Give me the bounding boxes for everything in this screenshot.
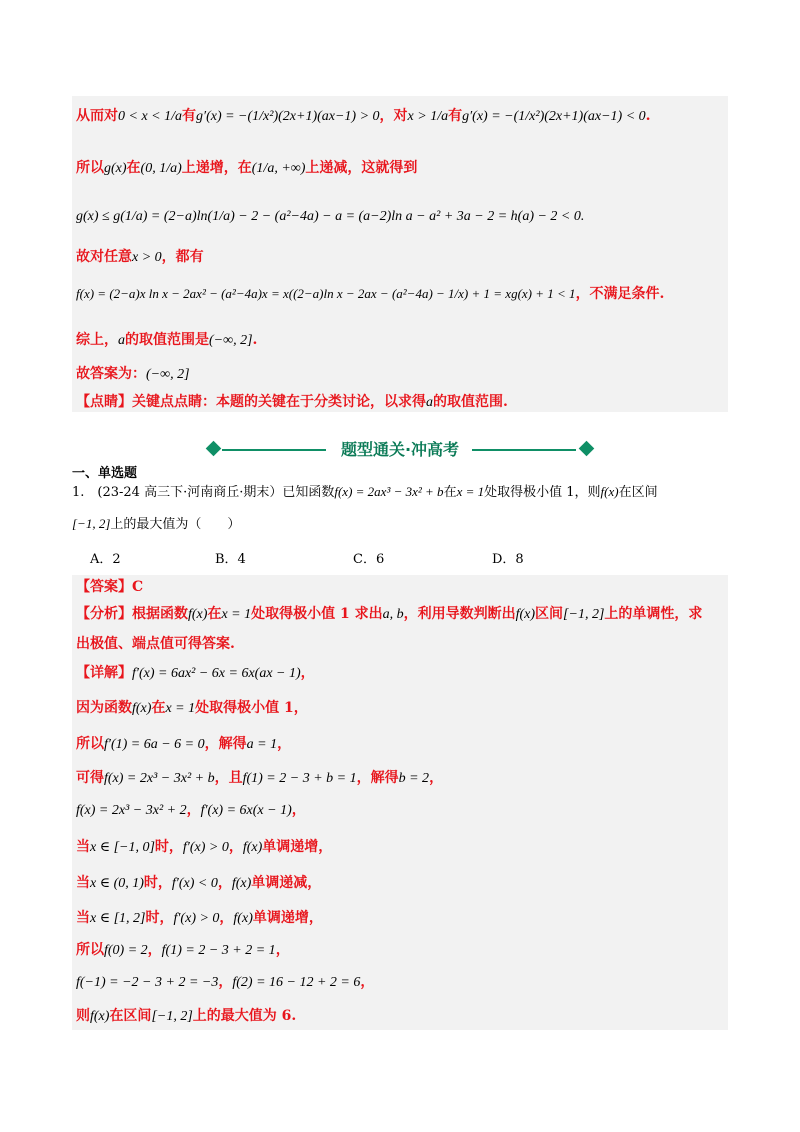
option-d: D．8 xyxy=(492,552,524,567)
math: f′(x) < 0 xyxy=(171,876,218,891)
text: 出极值、端点值可得答案. xyxy=(76,636,235,652)
math: g′(x) = −(1/x²)(2x+1)(ax−1) < 0 xyxy=(462,109,646,124)
math: x ∈ [1, 2] xyxy=(90,911,146,926)
detail-line-4 xyxy=(76,768,443,789)
text: 所以 xyxy=(76,736,104,752)
text: ， xyxy=(300,665,315,681)
text: . xyxy=(645,108,651,124)
section-banner xyxy=(206,437,594,463)
math: x = 1 xyxy=(456,484,485,499)
solution-line-6 xyxy=(76,330,257,351)
math: [−1, 2] xyxy=(151,1009,193,1024)
text: 在 xyxy=(207,606,222,622)
math: f(x) xyxy=(90,1009,110,1024)
text: 【分析】根据函数 xyxy=(76,606,188,622)
option-b: B．4 xyxy=(215,552,246,567)
detail-line-5 xyxy=(76,800,306,821)
text: 在区间 xyxy=(109,1008,152,1024)
math: f(x) xyxy=(600,484,619,499)
text: 则 xyxy=(76,1008,90,1024)
text: ， xyxy=(228,839,243,855)
detail-line-9 xyxy=(76,940,290,961)
math: f′(x) > 0 xyxy=(182,840,229,855)
math: 0 < x < 1/a xyxy=(118,109,182,124)
detail-line-6 xyxy=(76,837,332,858)
solution-line-7 xyxy=(76,364,190,385)
text: 在 xyxy=(126,160,141,176)
text: 区间 xyxy=(535,606,564,622)
text: 的取值范围是 xyxy=(125,332,209,348)
text: 的取值范围. xyxy=(433,394,508,410)
text: 所以 xyxy=(76,942,104,958)
math: f(x) = 2x³ − 3x² + 2 xyxy=(76,803,187,818)
math: x = 1 xyxy=(165,701,196,716)
option-c: C．6 xyxy=(353,552,385,567)
text: ，不满足条件. xyxy=(575,286,665,302)
text: 从而对 xyxy=(76,108,118,124)
text: 上的单调性，求 xyxy=(604,606,703,622)
text: 在区间 xyxy=(618,485,658,500)
text: ，且 xyxy=(214,770,243,786)
math: [−1, 2] xyxy=(72,516,111,531)
detail-line-11 xyxy=(76,1006,296,1027)
detail-line-10 xyxy=(76,972,374,993)
divider xyxy=(472,449,576,451)
text: 上递减，这就得到 xyxy=(305,160,418,176)
math: x > 0 xyxy=(132,250,162,265)
text: 当 xyxy=(76,875,90,891)
math: a = 1 xyxy=(246,737,278,752)
text: ，对 xyxy=(379,108,408,124)
math: b = 2 xyxy=(398,771,430,786)
section-heading: 一、单选题 xyxy=(72,466,138,481)
analysis-line-1 xyxy=(76,604,702,625)
math: (0, 1/a) xyxy=(140,161,182,176)
text: 在 xyxy=(151,700,166,716)
text: 单调递减， xyxy=(251,875,322,891)
text: 综上， xyxy=(76,332,118,348)
solution-line-4 xyxy=(76,247,204,268)
text: ， xyxy=(186,802,201,818)
banner-title: 题型通关·冲高考 xyxy=(340,440,460,459)
text: . xyxy=(252,332,258,348)
text: 因为函数 xyxy=(76,700,132,716)
text: 【详解】 xyxy=(76,665,132,681)
detail-line-2 xyxy=(76,698,308,719)
text: 1. (23-24 高三下·河南商丘·期末）已知函数 xyxy=(72,485,335,500)
text: ， xyxy=(275,942,290,958)
text: 故答案为： xyxy=(76,366,146,382)
text: ， xyxy=(429,770,444,786)
text: ， xyxy=(277,736,292,752)
math: f′(x) > 0 xyxy=(173,911,220,926)
math: a xyxy=(426,395,433,410)
text: 上的最大值为（ ） xyxy=(110,517,241,532)
math: f(2) = 16 − 12 + 2 = 6 xyxy=(232,975,361,990)
math: f(x) = 2x³ − 3x² + b xyxy=(104,771,215,786)
text: ， xyxy=(360,974,375,990)
text: 单调递增， xyxy=(262,839,333,855)
math: f(x) xyxy=(233,911,253,926)
math: f(x) xyxy=(231,876,252,891)
text: 单调递增， xyxy=(252,910,323,926)
text: 有 xyxy=(182,108,196,124)
analysis-line-2 xyxy=(76,634,235,654)
answer-line xyxy=(76,577,143,597)
math: f(1) = 2 − 3 + 2 = 1 xyxy=(161,943,276,958)
diamond-icon xyxy=(206,441,222,457)
text: 有 xyxy=(448,108,463,124)
math: (−∞, 2] xyxy=(209,333,253,348)
text: 当 xyxy=(76,839,90,855)
math: f′(x) = 6x(x − 1) xyxy=(200,803,292,818)
math: f(0) = 2 xyxy=(104,943,148,958)
math: f(x) = 2ax³ − 3x² + b xyxy=(334,484,444,499)
math: x ∈ [−1, 0] xyxy=(90,840,155,855)
solution-line-5 xyxy=(76,284,664,304)
math: f(−1) = −2 − 3 + 2 = −3 xyxy=(76,975,219,990)
key-point-line xyxy=(76,392,508,413)
text: ，利用导数判断出 xyxy=(403,606,516,622)
diamond-icon xyxy=(579,441,595,457)
math: f(x) xyxy=(242,840,263,855)
math: g(x) ≤ g(1/a) = (2−a)ln(1/a) − 2 − (a²−4a) − a = (a−2)ln a − a² + 3a − 2 = h(a) − 2 < 0. xyxy=(76,209,585,224)
text: ， xyxy=(219,910,234,926)
math: g′(x) = −(1/x²)(2x+1)(ax−1) > 0 xyxy=(196,109,380,124)
detail-line-3 xyxy=(76,734,291,755)
text: 时， xyxy=(143,875,172,891)
math: f(x) xyxy=(188,607,208,622)
math: x > 1/a xyxy=(407,109,449,124)
text: 时， xyxy=(145,910,174,926)
math: x ∈ (0, 1) xyxy=(90,876,144,891)
math: f(x) xyxy=(515,607,536,622)
solution-line-1 xyxy=(76,106,651,127)
math: g(x) xyxy=(104,161,127,176)
detail-line-1 xyxy=(76,663,315,684)
text: ，解得 xyxy=(204,736,247,752)
math: [−1, 2] xyxy=(563,607,605,622)
divider xyxy=(222,449,326,451)
math: f′(1) = 6a − 6 = 0 xyxy=(104,737,205,752)
math: a xyxy=(118,333,125,348)
option-a: A．2 xyxy=(90,552,121,567)
math: f(x) xyxy=(132,701,152,716)
text: ，解得 xyxy=(356,770,399,786)
text: 处取得极小值 1， xyxy=(195,700,308,716)
text: ， xyxy=(291,802,306,818)
detail-line-8 xyxy=(76,908,323,929)
text: 上递增，在 xyxy=(181,160,252,176)
text: ， xyxy=(218,974,233,990)
text: ，都有 xyxy=(161,249,204,265)
text: 【答案】C xyxy=(76,579,144,595)
text: 当 xyxy=(76,910,90,926)
text: ， xyxy=(147,942,162,958)
text: 处取得极小值 1 求出 xyxy=(251,606,383,622)
text: 所以 xyxy=(76,160,104,176)
text: 【点睛】关键点点睛：本题的关键在于分类讨论，以求得 xyxy=(76,394,426,410)
solution-line-2 xyxy=(76,158,417,179)
math: f(x) = (2−a)x ln x − 2ax² − (a²−4a)x = x((2−a)ln x − 2ax − (a²−4a) − 1/x) + 1 = xg(x) + 1 < 1 xyxy=(76,286,576,301)
text: 故对任意 xyxy=(76,249,132,265)
detail-line-7 xyxy=(76,873,321,894)
text: 处取得极小值 1，则 xyxy=(484,485,601,500)
text: 在 xyxy=(443,485,457,500)
question-line-2 xyxy=(72,514,240,535)
text: 上的最大值为 6. xyxy=(192,1008,297,1024)
text: 可得 xyxy=(76,770,104,786)
text: 时， xyxy=(154,839,183,855)
math: f(1) = 2 − 3 + b = 1 xyxy=(242,771,357,786)
question-line-1 xyxy=(72,482,658,503)
math: x = 1 xyxy=(221,607,252,622)
math: (1/a, +∞) xyxy=(251,161,306,176)
math: f′(x) = 6ax² − 6x = 6x(ax − 1) xyxy=(132,666,301,681)
text: ， xyxy=(217,875,232,891)
math: (−∞, 2] xyxy=(146,367,190,382)
math: a, b xyxy=(382,607,404,622)
solution-line-3 xyxy=(76,206,584,227)
